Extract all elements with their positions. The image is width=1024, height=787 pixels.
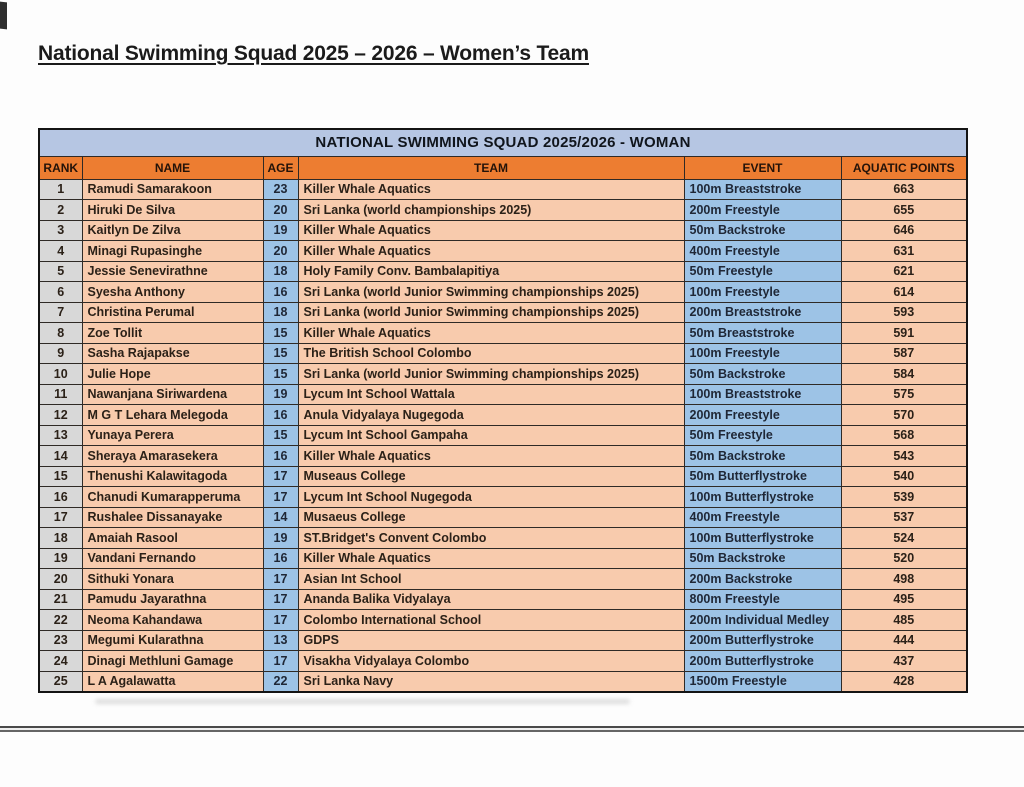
cell-rank: 7	[39, 302, 82, 323]
cell-rank: 4	[39, 241, 82, 262]
cell-rank: 15	[39, 466, 82, 487]
cell-team: Colombo International School	[298, 610, 684, 631]
cell-rank: 12	[39, 405, 82, 426]
cell-event: 50m Backstroke	[684, 548, 841, 569]
cell-team: Anula Vidyalaya Nugegoda	[298, 405, 684, 426]
table-row	[39, 569, 967, 590]
cell-age: 17	[263, 651, 298, 672]
cell-points: 524	[841, 528, 967, 549]
cell-name: Kaitlyn De Zilva	[82, 220, 263, 241]
squad-table-body	[39, 179, 967, 692]
cell-event: 100m Freestyle	[684, 282, 841, 303]
cell-age: 15	[263, 343, 298, 364]
cell-points: 520	[841, 548, 967, 569]
cell-points: 543	[841, 446, 967, 467]
cell-rank: 9	[39, 343, 82, 364]
cell-team: The British School Colombo	[298, 343, 684, 364]
cell-points: 568	[841, 425, 967, 446]
cell-age: 17	[263, 610, 298, 631]
table-row	[39, 507, 967, 528]
table-row	[39, 671, 967, 692]
table-row	[39, 384, 967, 405]
photo-edge-artifact	[0, 2, 7, 30]
cell-event: 50m Breaststroke	[684, 323, 841, 344]
cell-event: 200m Butterflystroke	[684, 630, 841, 651]
cell-points: 663	[841, 179, 967, 200]
cell-points: 593	[841, 302, 967, 323]
cell-name: Zoe Tollit	[82, 323, 263, 344]
cell-name: Minagi Rupasinghe	[82, 241, 263, 262]
cell-event: 400m Freestyle	[684, 241, 841, 262]
table-row	[39, 405, 967, 426]
cell-age: 17	[263, 466, 298, 487]
cell-points: 587	[841, 343, 967, 364]
cell-team: Holy Family Conv. Bambalapitiya	[298, 261, 684, 282]
cell-name: Yunaya Perera	[82, 425, 263, 446]
cell-team: Sri Lanka (world Junior Swimming championships 2025)	[298, 282, 684, 303]
cell-event: 200m Breaststroke	[684, 302, 841, 323]
column-header-age: AGE	[263, 156, 298, 179]
table-row	[39, 200, 967, 221]
cell-rank: 6	[39, 282, 82, 303]
cell-points: 540	[841, 466, 967, 487]
page-title: National Swimming Squad 2025 – 2026 – Women’s Team	[38, 42, 589, 65]
cell-name: Rushalee Dissanayake	[82, 507, 263, 528]
cell-rank: 16	[39, 487, 82, 508]
table-row	[39, 589, 967, 610]
table-row	[39, 466, 967, 487]
cell-event: 200m Butterflystroke	[684, 651, 841, 672]
table-row	[39, 323, 967, 344]
table-row	[39, 610, 967, 631]
cell-rank: 17	[39, 507, 82, 528]
cell-name: Sithuki Yonara	[82, 569, 263, 590]
table-row	[39, 487, 967, 508]
cell-points: 437	[841, 651, 967, 672]
cell-event: 50m Butterflystroke	[684, 466, 841, 487]
cell-name: Sheraya Amarasekera	[82, 446, 263, 467]
column-header-name: NAME	[82, 156, 263, 179]
cell-rank: 10	[39, 364, 82, 385]
cell-age: 18	[263, 302, 298, 323]
cell-team: Sri Lanka Navy	[298, 671, 684, 692]
cell-points: 537	[841, 507, 967, 528]
cell-event: 400m Freestyle	[684, 507, 841, 528]
cell-team: ST.Bridget's Convent Colombo	[298, 528, 684, 549]
cell-event: 200m Backstroke	[684, 569, 841, 590]
cell-rank: 24	[39, 651, 82, 672]
cell-age: 19	[263, 528, 298, 549]
cell-team: Museaus College	[298, 466, 684, 487]
cell-points: 584	[841, 364, 967, 385]
cell-age: 19	[263, 220, 298, 241]
cell-event: 100m Butterflystroke	[684, 528, 841, 549]
table-row	[39, 630, 967, 651]
cell-team: Ananda Balika Vidyalaya	[298, 589, 684, 610]
table-row	[39, 302, 967, 323]
cell-event: 100m Breaststroke	[684, 179, 841, 200]
cell-name: Jessie Senevirathne	[82, 261, 263, 282]
table-row	[39, 651, 967, 672]
cell-rank: 23	[39, 630, 82, 651]
cell-team: Sri Lanka (world Junior Swimming championships 2025)	[298, 364, 684, 385]
cell-age: 16	[263, 405, 298, 426]
cell-event: 1500m Freestyle	[684, 671, 841, 692]
table-row	[39, 179, 967, 200]
cell-rank: 11	[39, 384, 82, 405]
table-row	[39, 282, 967, 303]
cell-age: 17	[263, 569, 298, 590]
cell-team: Lycum Int School Gampaha	[298, 425, 684, 446]
column-header-rank: RANK	[39, 156, 82, 179]
cell-team: Killer Whale Aquatics	[298, 179, 684, 200]
cell-points: 495	[841, 589, 967, 610]
cell-age: 16	[263, 446, 298, 467]
cell-event: 100m Breaststroke	[684, 384, 841, 405]
cell-rank: 22	[39, 610, 82, 631]
cell-name: Hiruki De Silva	[82, 200, 263, 221]
cell-event: 200m Freestyle	[684, 200, 841, 221]
cell-points: 428	[841, 671, 967, 692]
table-caption: NATIONAL SWIMMING SQUAD 2025/2026 - WOMAN	[39, 129, 967, 156]
cell-age: 13	[263, 630, 298, 651]
cell-rank: 20	[39, 569, 82, 590]
column-header-event: EVENT	[684, 156, 841, 179]
cell-rank: 1	[39, 179, 82, 200]
table-header-row	[39, 156, 967, 179]
cell-rank: 18	[39, 528, 82, 549]
cell-age: 16	[263, 548, 298, 569]
squad-table	[38, 128, 968, 693]
cell-age: 22	[263, 671, 298, 692]
cell-team: Musaeus College	[298, 507, 684, 528]
cell-event: 50m Backstroke	[684, 220, 841, 241]
cell-age: 18	[263, 261, 298, 282]
cell-points: 621	[841, 261, 967, 282]
cell-points: 444	[841, 630, 967, 651]
cell-team: Killer Whale Aquatics	[298, 241, 684, 262]
table-row	[39, 548, 967, 569]
cell-name: Christina Perumal	[82, 302, 263, 323]
cell-age: 15	[263, 323, 298, 344]
cell-rank: 21	[39, 589, 82, 610]
page-bleed-smudge	[95, 699, 630, 704]
cell-points: 575	[841, 384, 967, 405]
cell-age: 17	[263, 487, 298, 508]
cell-age: 14	[263, 507, 298, 528]
cell-event: 50m Backstroke	[684, 364, 841, 385]
cell-team: Killer Whale Aquatics	[298, 446, 684, 467]
cell-team: Sri Lanka (world championships 2025)	[298, 200, 684, 221]
cell-age: 16	[263, 282, 298, 303]
cell-rank: 3	[39, 220, 82, 241]
cell-rank: 19	[39, 548, 82, 569]
cell-team: Sri Lanka (world Junior Swimming championships 2025)	[298, 302, 684, 323]
cell-rank: 2	[39, 200, 82, 221]
cell-name: Thenushi Kalawitagoda	[82, 466, 263, 487]
cell-points: 498	[841, 569, 967, 590]
table-row	[39, 241, 967, 262]
table-row	[39, 343, 967, 364]
cell-team: Lycum Int School Wattala	[298, 384, 684, 405]
cell-event: 50m Backstroke	[684, 446, 841, 467]
cell-points: 614	[841, 282, 967, 303]
cell-name: Amaiah Rasool	[82, 528, 263, 549]
cell-age: 15	[263, 364, 298, 385]
cell-points: 539	[841, 487, 967, 508]
cell-points: 570	[841, 405, 967, 426]
cell-team: Killer Whale Aquatics	[298, 548, 684, 569]
cell-event: 800m Freestyle	[684, 589, 841, 610]
cell-event: 100m Butterflystroke	[684, 487, 841, 508]
cell-team: Visakha Vidyalaya Colombo	[298, 651, 684, 672]
table-caption-row	[39, 129, 967, 156]
table-row	[39, 446, 967, 467]
cell-name: Dinagi Methluni Gamage	[82, 651, 263, 672]
cell-name: Pamudu Jayarathna	[82, 589, 263, 610]
table-row	[39, 425, 967, 446]
cell-name: Vandani Fernando	[82, 548, 263, 569]
table-row	[39, 220, 967, 241]
cell-age: 19	[263, 384, 298, 405]
cell-points: 631	[841, 241, 967, 262]
cell-rank: 8	[39, 323, 82, 344]
cell-event: 200m Individual Medley	[684, 610, 841, 631]
cell-event: 200m Freestyle	[684, 405, 841, 426]
cell-rank: 13	[39, 425, 82, 446]
cell-name: Julie Hope	[82, 364, 263, 385]
cell-age: 17	[263, 589, 298, 610]
cell-rank: 25	[39, 671, 82, 692]
cell-name: Chanudi Kumarapperuma	[82, 487, 263, 508]
cell-name: M G T Lehara Melegoda	[82, 405, 263, 426]
table-row	[39, 364, 967, 385]
cell-event: 50m Freestyle	[684, 261, 841, 282]
cell-age: 23	[263, 179, 298, 200]
cell-name: Nawanjana Siriwardena	[82, 384, 263, 405]
cell-points: 646	[841, 220, 967, 241]
cell-age: 20	[263, 241, 298, 262]
column-header-points: AQUATIC POINTS	[841, 156, 967, 179]
table-row	[39, 261, 967, 282]
cell-event: 50m Freestyle	[684, 425, 841, 446]
cell-team: Killer Whale Aquatics	[298, 323, 684, 344]
cell-age: 15	[263, 425, 298, 446]
cell-team: Asian Int School	[298, 569, 684, 590]
cell-points: 655	[841, 200, 967, 221]
cell-name: Syesha Anthony	[82, 282, 263, 303]
cell-name: Neoma Kahandawa	[82, 610, 263, 631]
cell-team: Lycum Int School Nugegoda	[298, 487, 684, 508]
column-header-team: TEAM	[298, 156, 684, 179]
cell-event: 100m Freestyle	[684, 343, 841, 364]
table-row	[39, 528, 967, 549]
cell-name: Ramudi Samarakoon	[82, 179, 263, 200]
cell-age: 20	[263, 200, 298, 221]
cell-name: L A Agalawatta	[82, 671, 263, 692]
cell-team: Killer Whale Aquatics	[298, 220, 684, 241]
cell-rank: 5	[39, 261, 82, 282]
cell-rank: 14	[39, 446, 82, 467]
cell-name: Megumi Kularathna	[82, 630, 263, 651]
page-edge-line	[0, 726, 1024, 732]
cell-points: 591	[841, 323, 967, 344]
cell-team: GDPS	[298, 630, 684, 651]
cell-name: Sasha Rajapakse	[82, 343, 263, 364]
cell-points: 485	[841, 610, 967, 631]
